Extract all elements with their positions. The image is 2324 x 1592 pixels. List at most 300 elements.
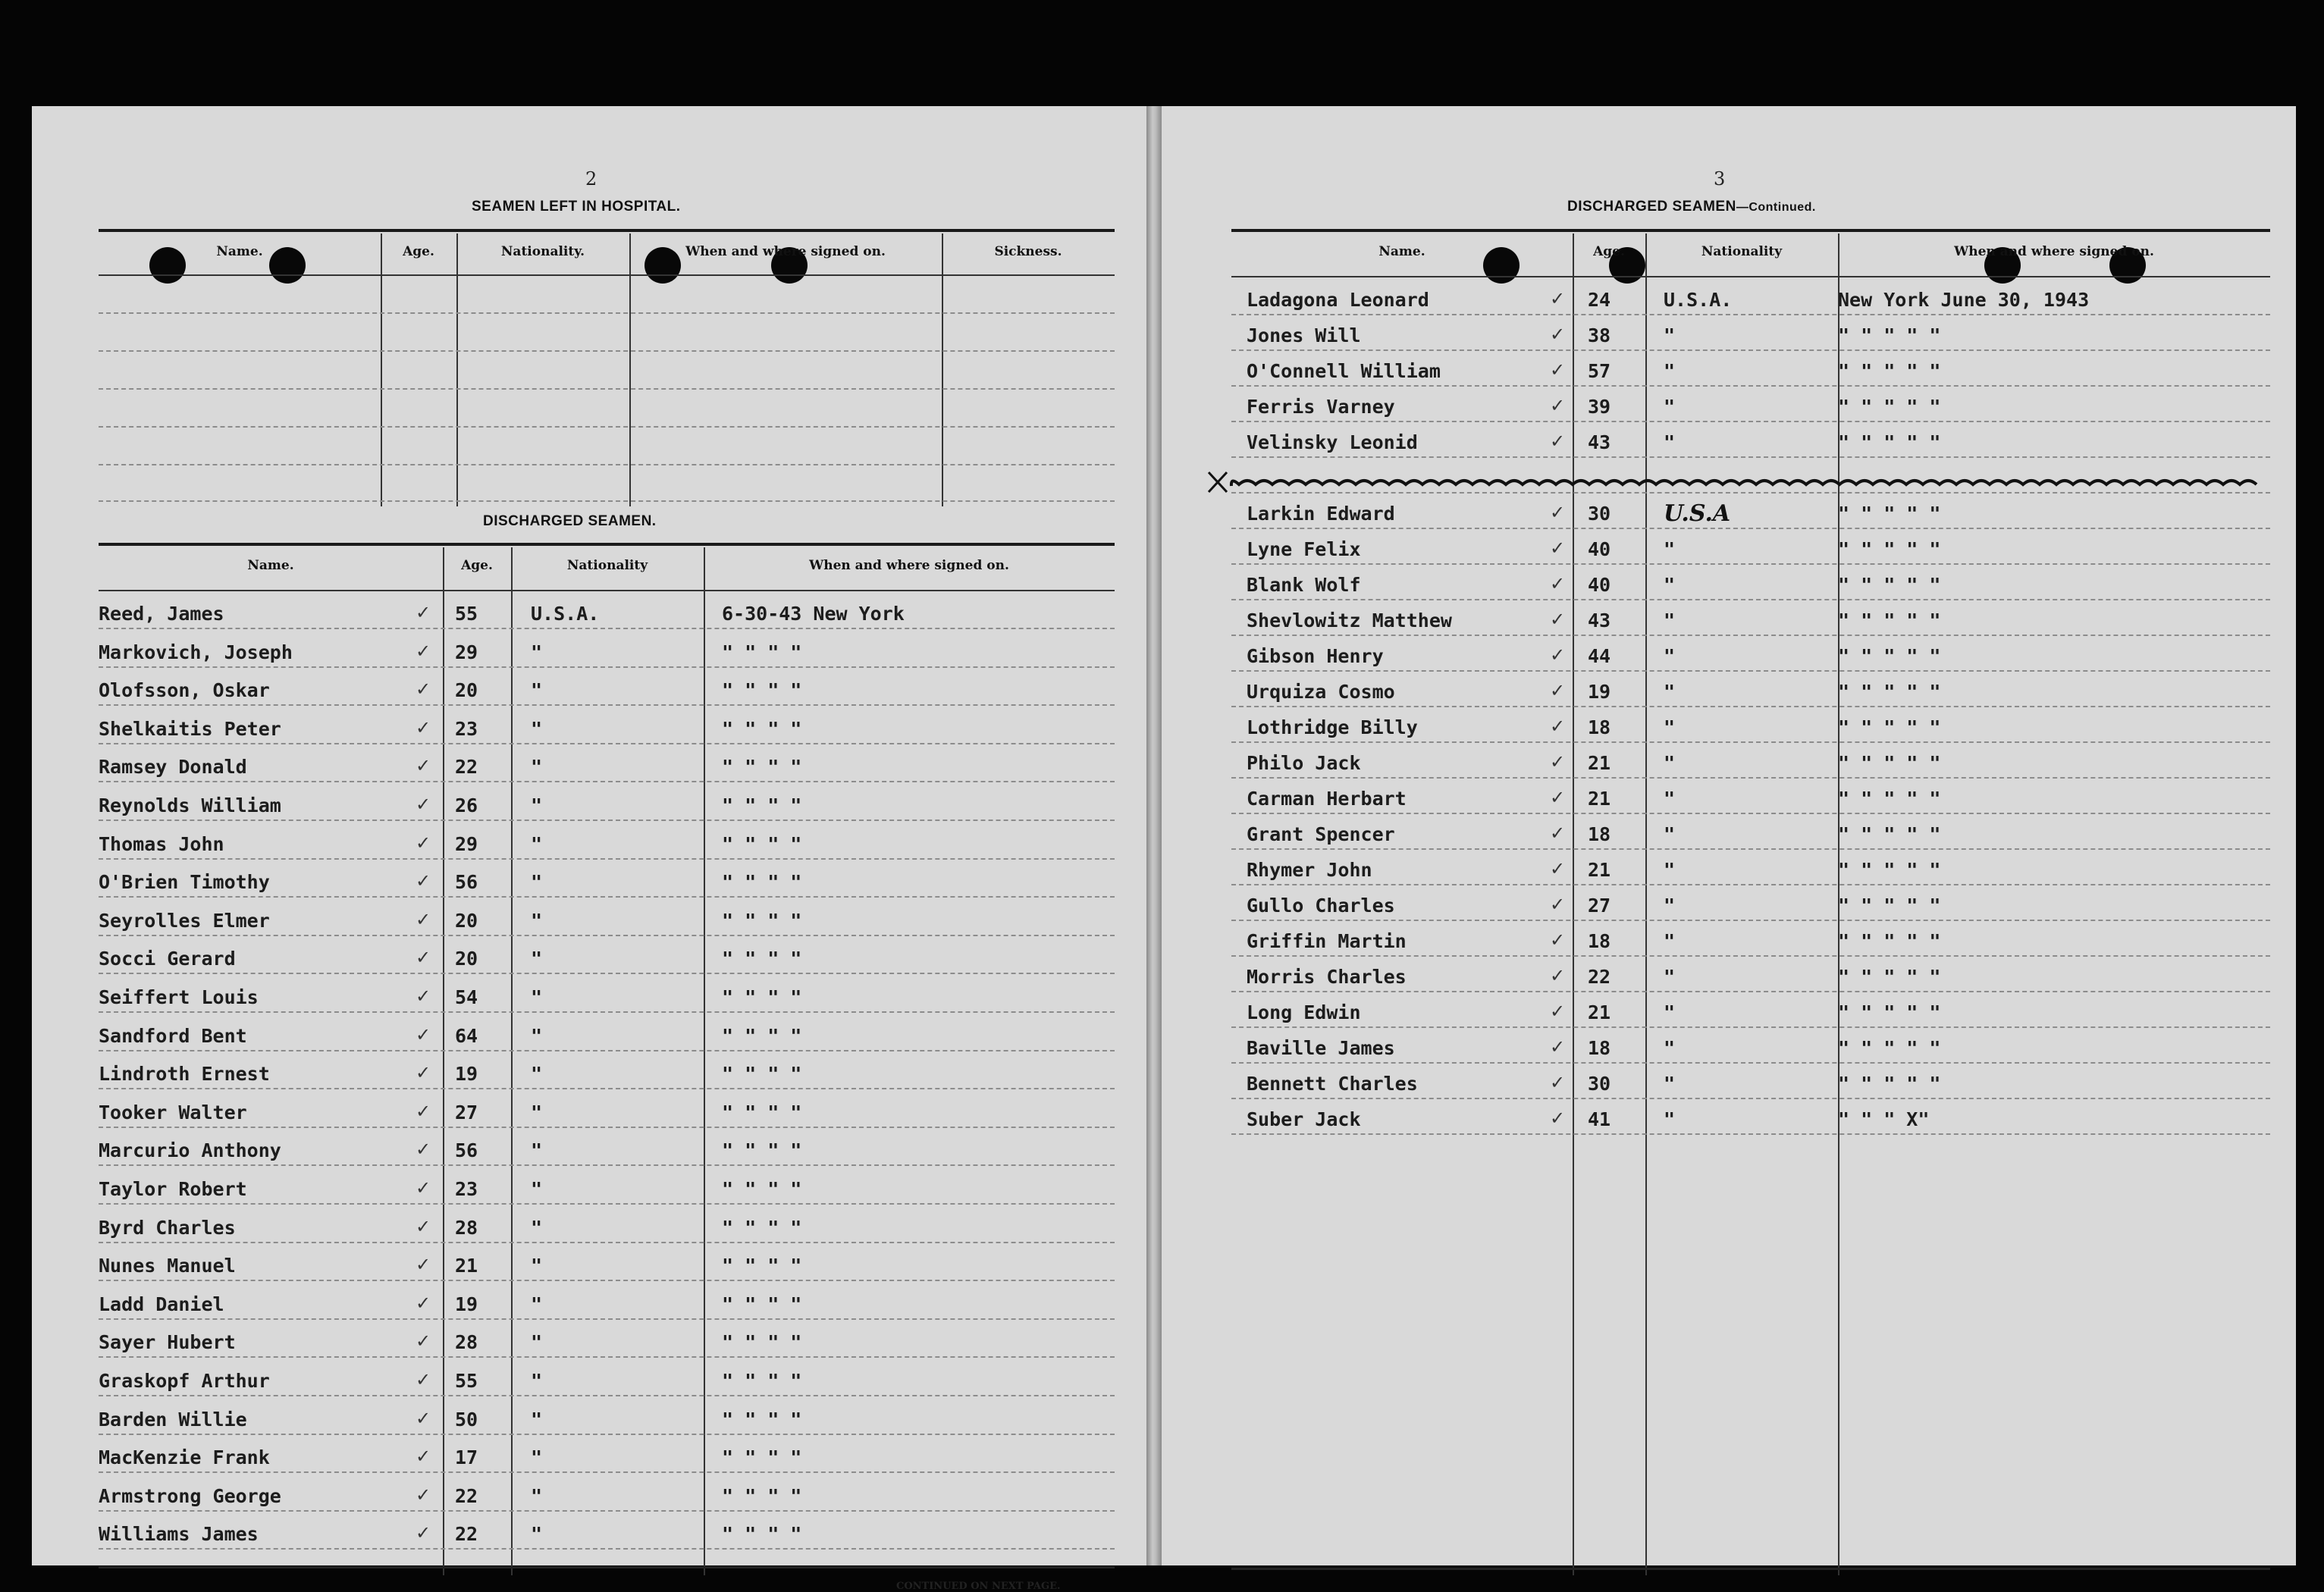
table-row bbox=[1231, 290, 2270, 325]
title-suffix: —Continued. bbox=[1736, 201, 1816, 214]
table-row bbox=[99, 795, 1115, 834]
hospital-header-signed-on: When and where signed on. bbox=[685, 244, 886, 259]
check-mark: ✓ bbox=[1550, 431, 1566, 452]
seaman-name: Long Edwin bbox=[1247, 1001, 1361, 1023]
seaman-name: Gibson Henry bbox=[1247, 645, 1384, 667]
seaman-age: 29 bbox=[455, 832, 478, 855]
seaman-name: Sayer Hubert bbox=[99, 1331, 236, 1354]
signed-on: New York June 30, 1943 bbox=[1838, 289, 2090, 311]
page-number: 2 bbox=[585, 168, 597, 190]
signed-on: " " " " bbox=[722, 794, 802, 816]
cross-mark bbox=[1209, 472, 1227, 492]
signed-on: " " " " bbox=[722, 756, 802, 779]
seaman-nationality: " bbox=[531, 832, 543, 855]
seaman-age: 19 bbox=[1588, 681, 1611, 703]
seaman-name: Seiffert Louis bbox=[99, 986, 259, 1008]
right-header-nationality: Nationality bbox=[1701, 244, 1783, 259]
right-header-name: Name. bbox=[1378, 244, 1425, 259]
seaman-nationality: " bbox=[1664, 610, 1676, 631]
seaman-name: Marcurio Anthony bbox=[99, 1139, 281, 1162]
check-mark: ✓ bbox=[416, 1369, 431, 1390]
seaman-nationality: U.S.A. bbox=[1664, 289, 1733, 311]
seaman-age: 54 bbox=[455, 986, 478, 1008]
seaman-name: Markovich, Joseph bbox=[99, 641, 293, 663]
table-row bbox=[1231, 432, 2270, 468]
seaman-age: 40 bbox=[1588, 538, 1611, 560]
seaman-name: Blank Wolf bbox=[1247, 574, 1361, 596]
seaman-age: 21 bbox=[1588, 859, 1611, 881]
check-mark: ✓ bbox=[416, 947, 431, 969]
seaman-nationality: " bbox=[1664, 396, 1676, 418]
seaman-name: Reed, James bbox=[99, 603, 224, 625]
seaman-nationality: " bbox=[531, 1446, 543, 1469]
table-row bbox=[99, 910, 1115, 949]
check-mark: ✓ bbox=[416, 716, 431, 738]
table-row bbox=[1231, 682, 2270, 717]
table-row bbox=[99, 1215, 1115, 1256]
table-row bbox=[1231, 967, 2270, 1002]
table-row bbox=[1231, 500, 2270, 539]
seaman-age: 27 bbox=[455, 1101, 478, 1123]
check-mark: ✓ bbox=[1550, 359, 1566, 381]
seaman-name: Bennett Charles bbox=[1247, 1073, 1418, 1095]
table-row bbox=[1231, 753, 2270, 788]
right-header-signed-on: When and where signed on. bbox=[1954, 244, 2154, 259]
check-mark: ✓ bbox=[1550, 502, 1566, 523]
check-mark: ✓ bbox=[1550, 1036, 1566, 1058]
table-row bbox=[99, 1332, 1115, 1371]
check-mark: ✓ bbox=[1550, 894, 1566, 915]
signed-on: " " " " " bbox=[1838, 431, 1941, 453]
discharged-table-left bbox=[99, 543, 1115, 1575]
seaman-name: Larkin Edward bbox=[1247, 503, 1395, 525]
check-mark: ✓ bbox=[416, 1446, 431, 1468]
seaman-name: Ferris Varney bbox=[1247, 396, 1395, 418]
check-mark: ✓ bbox=[416, 1062, 431, 1084]
signed-on: " " " " bbox=[722, 1139, 802, 1162]
signed-on: " " " " bbox=[722, 909, 802, 932]
hospital-header-sickness: Sickness. bbox=[994, 244, 1062, 259]
seaman-age: 22 bbox=[455, 1484, 478, 1507]
seaman-age: 39 bbox=[1588, 396, 1611, 418]
signed-on: " " " " " bbox=[1838, 360, 1941, 382]
seaman-nationality: " bbox=[531, 679, 543, 702]
table-row bbox=[99, 1524, 1115, 1562]
table-row bbox=[1231, 396, 2270, 432]
seaman-nationality: " bbox=[531, 1024, 543, 1047]
left-header-age: Age. bbox=[461, 558, 493, 573]
seaman-nationality: " bbox=[1664, 716, 1676, 738]
table-row bbox=[1231, 539, 2270, 575]
continued-footnote: CONTINUED ON NEXT PAGE. bbox=[896, 1581, 1061, 1592]
seaman-nationality: " bbox=[531, 641, 543, 663]
seaman-name: Nunes Manuel bbox=[99, 1255, 236, 1277]
seaman-age: 55 bbox=[455, 603, 478, 625]
hospital-section-title: SEAMEN LEFT IN HOSPITAL. bbox=[472, 199, 681, 215]
title-main: DISCHARGED SEAMEN bbox=[1567, 199, 1736, 215]
seaman-name: Morris Charles bbox=[1247, 966, 1407, 988]
table-row bbox=[1231, 1109, 2270, 1145]
seaman-nationality: " bbox=[1664, 324, 1676, 346]
table-row bbox=[99, 1371, 1115, 1409]
check-mark: ✓ bbox=[1550, 644, 1566, 666]
right-header-age: Age. bbox=[1593, 244, 1625, 259]
signed-on: " " " " " bbox=[1838, 716, 1941, 738]
table-row bbox=[99, 1023, 1115, 1064]
signed-on: " " " " bbox=[722, 832, 802, 855]
table-row bbox=[99, 1409, 1115, 1448]
seaman-name: Ladd Daniel bbox=[99, 1293, 224, 1315]
seaman-age: 38 bbox=[1588, 324, 1611, 346]
check-mark: ✓ bbox=[416, 602, 431, 623]
check-mark: ✓ bbox=[1550, 1001, 1566, 1022]
check-mark: ✓ bbox=[1550, 288, 1566, 309]
seaman-nationality: " bbox=[531, 756, 543, 779]
table-row bbox=[1231, 610, 2270, 646]
check-mark: ✓ bbox=[416, 908, 431, 930]
seaman-name: Grant Spencer bbox=[1247, 823, 1395, 845]
signed-on: " " " " " bbox=[1838, 538, 1941, 560]
seaman-nationality: " bbox=[1664, 1037, 1676, 1059]
check-mark: ✓ bbox=[416, 1522, 431, 1544]
hospital-table bbox=[99, 229, 1115, 509]
seaman-age: 56 bbox=[455, 1139, 478, 1162]
seaman-name: Byrd Charles bbox=[99, 1216, 236, 1239]
seaman-name: Philo Jack bbox=[1247, 752, 1361, 774]
seaman-age: 20 bbox=[455, 948, 478, 970]
seaman-name: Graskopf Arthur bbox=[99, 1370, 270, 1392]
check-mark: ✓ bbox=[416, 1139, 431, 1161]
signed-on: " " " " bbox=[722, 948, 802, 970]
table-row bbox=[99, 872, 1115, 910]
seaman-age: 43 bbox=[1588, 610, 1611, 631]
seaman-nationality: " bbox=[531, 1408, 543, 1431]
check-mark: ✓ bbox=[416, 1215, 431, 1237]
seaman-age: 56 bbox=[455, 871, 478, 894]
signed-on: " " " X" bbox=[1838, 1108, 1930, 1130]
seaman-nationality: " bbox=[1664, 895, 1676, 917]
table-row bbox=[99, 1255, 1115, 1294]
hospital-header-name: Name. bbox=[216, 244, 263, 259]
signed-on: " " " " " bbox=[1838, 966, 1941, 988]
check-mark: ✓ bbox=[416, 1407, 431, 1429]
signed-on: " " " " bbox=[722, 986, 802, 1008]
signed-on: " " " " " bbox=[1838, 645, 1941, 667]
seaman-name: Carman Herbart bbox=[1247, 788, 1407, 810]
check-mark: ✓ bbox=[416, 640, 431, 662]
check-mark: ✓ bbox=[416, 755, 431, 777]
seaman-age: 41 bbox=[1588, 1108, 1611, 1130]
check-mark: ✓ bbox=[1550, 716, 1566, 737]
signed-on: " " " " bbox=[722, 1101, 802, 1123]
seaman-name: Lyne Felix bbox=[1247, 538, 1361, 560]
check-mark: ✓ bbox=[416, 832, 431, 854]
seaman-age: 21 bbox=[1588, 1001, 1611, 1023]
table-row bbox=[1231, 575, 2270, 610]
seaman-name: Seyrolles Elmer bbox=[99, 909, 270, 932]
signed-on: " " " " bbox=[722, 1178, 802, 1200]
seaman-age: 21 bbox=[1588, 752, 1611, 774]
signed-on: " " " " bbox=[722, 641, 802, 663]
seaman-age: 64 bbox=[455, 1024, 478, 1047]
table-row bbox=[99, 757, 1115, 795]
seaman-name: Urquiza Cosmo bbox=[1247, 681, 1395, 703]
seaman-name: O'Brien Timothy bbox=[99, 871, 270, 894]
seaman-age: 30 bbox=[1588, 503, 1611, 525]
seaman-name: Velinsky Leonid bbox=[1247, 431, 1418, 453]
seaman-nationality: " bbox=[531, 717, 543, 740]
seaman-nationality: " bbox=[531, 909, 543, 932]
strike-path bbox=[1231, 481, 2257, 486]
seaman-age: 19 bbox=[455, 1293, 478, 1315]
page-number: 3 bbox=[1714, 168, 1726, 190]
table-row bbox=[1231, 788, 2270, 824]
check-mark: ✓ bbox=[1550, 573, 1566, 594]
signed-on: " " " " " bbox=[1838, 895, 1941, 917]
signed-on: " " " " bbox=[722, 1484, 802, 1507]
seaman-nationality: " bbox=[531, 1370, 543, 1392]
check-mark: ✓ bbox=[1550, 858, 1566, 879]
seaman-age: 18 bbox=[1588, 930, 1611, 952]
seaman-age: 18 bbox=[1588, 1037, 1611, 1059]
signed-on: " " " " bbox=[722, 1408, 802, 1431]
seaman-nationality: " bbox=[1664, 823, 1676, 845]
table-row bbox=[99, 1102, 1115, 1141]
strikethrough-scribble bbox=[1209, 468, 2278, 498]
seaman-age: 40 bbox=[1588, 574, 1611, 596]
seaman-name: Armstrong George bbox=[99, 1484, 281, 1507]
signed-on: " " " " " bbox=[1838, 823, 1941, 845]
seaman-name: Lindroth Ernest bbox=[99, 1063, 270, 1086]
signed-on: " " " " bbox=[722, 717, 802, 740]
check-mark: ✓ bbox=[1550, 1072, 1566, 1093]
signed-on: " " " " bbox=[722, 679, 802, 702]
table-row bbox=[1231, 860, 2270, 895]
seaman-nationality: " bbox=[1664, 1073, 1676, 1095]
check-mark: ✓ bbox=[416, 794, 431, 815]
seaman-age: 29 bbox=[455, 641, 478, 663]
seaman-age: 19 bbox=[455, 1063, 478, 1086]
seaman-name: O'Connell William bbox=[1247, 360, 1441, 382]
discharged-continued-title bbox=[1567, 199, 1816, 215]
seaman-name: Ladagona Leonard bbox=[1247, 289, 1429, 311]
signed-on: " " " " " bbox=[1838, 324, 1941, 346]
seaman-nationality: U.S.A. bbox=[531, 603, 600, 625]
left-header-name: Name. bbox=[247, 558, 294, 573]
seaman-name: Baville James bbox=[1247, 1037, 1395, 1059]
seaman-age: 22 bbox=[1588, 966, 1611, 988]
seaman-name: Jones Will bbox=[1247, 324, 1361, 346]
check-mark: ✓ bbox=[416, 1330, 431, 1352]
seaman-age: 43 bbox=[1588, 431, 1611, 453]
seaman-name: Sandford Bent bbox=[99, 1024, 247, 1047]
signed-on: " " " " bbox=[722, 1063, 802, 1086]
seaman-age: 22 bbox=[455, 1523, 478, 1546]
seaman-age: 20 bbox=[455, 679, 478, 702]
seaman-age: 18 bbox=[1588, 716, 1611, 738]
signed-on: " " " " " bbox=[1838, 1001, 1941, 1023]
check-mark: ✓ bbox=[416, 678, 431, 700]
check-mark: ✓ bbox=[1550, 751, 1566, 772]
signed-on: " " " " bbox=[722, 1024, 802, 1047]
table-row bbox=[99, 1294, 1115, 1333]
seaman-age: 28 bbox=[455, 1216, 478, 1239]
table-row bbox=[1231, 824, 2270, 860]
check-mark: ✓ bbox=[1550, 823, 1566, 844]
seaman-nationality: " bbox=[1664, 930, 1676, 952]
seaman-nationality: " bbox=[1664, 966, 1676, 988]
hospital-header-age: Age. bbox=[403, 244, 434, 259]
table-row bbox=[99, 1447, 1115, 1486]
seaman-name: Williams James bbox=[99, 1523, 259, 1546]
signed-on: " " " " bbox=[722, 1216, 802, 1239]
seaman-name: Lothridge Billy bbox=[1247, 716, 1418, 738]
check-mark: ✓ bbox=[416, 986, 431, 1007]
handwritten-nationality: U.S.A bbox=[1664, 500, 1731, 527]
table-row bbox=[1231, 325, 2270, 361]
seaman-age: 23 bbox=[455, 717, 478, 740]
signed-on: " " " " bbox=[722, 1523, 802, 1546]
check-mark: ✓ bbox=[1550, 787, 1566, 808]
seaman-nationality: " bbox=[1664, 1108, 1676, 1130]
seaman-nationality: " bbox=[1664, 360, 1676, 382]
signed-on: " " " " bbox=[722, 1255, 802, 1277]
signed-on: " " " " " bbox=[1838, 859, 1941, 881]
table-row bbox=[1231, 1073, 2270, 1109]
left-header-signed-on: When and where signed on. bbox=[809, 558, 1009, 573]
check-mark: ✓ bbox=[1550, 1108, 1566, 1129]
seaman-name: Rhymer John bbox=[1247, 859, 1372, 881]
discharged-section-title: DISCHARGED SEAMEN. bbox=[483, 513, 657, 529]
table-row bbox=[1231, 1038, 2270, 1073]
signed-on: " " " " " bbox=[1838, 930, 1941, 952]
seaman-age: 27 bbox=[1588, 895, 1611, 917]
seaman-nationality: " bbox=[531, 794, 543, 816]
seaman-name: Taylor Robert bbox=[99, 1178, 247, 1200]
table-row bbox=[99, 987, 1115, 1026]
seaman-age: 22 bbox=[455, 756, 478, 779]
check-mark: ✓ bbox=[1550, 680, 1566, 701]
seaman-name: Suber Jack bbox=[1247, 1108, 1361, 1130]
signed-on: " " " " " bbox=[1838, 1037, 1941, 1059]
table-row bbox=[1231, 646, 2270, 682]
check-mark: ✓ bbox=[1550, 965, 1566, 986]
page-fold bbox=[1146, 106, 1162, 1565]
seaman-nationality: " bbox=[1664, 431, 1676, 453]
signed-on: " " " " " bbox=[1838, 681, 1941, 703]
table-row bbox=[1231, 468, 2270, 503]
table-row bbox=[99, 834, 1115, 873]
seaman-nationality: " bbox=[531, 1216, 543, 1239]
seaman-age: 24 bbox=[1588, 289, 1611, 311]
seaman-nationality: " bbox=[1664, 681, 1676, 703]
hospital-header-nationality: Nationality. bbox=[500, 244, 585, 259]
check-mark: ✓ bbox=[416, 1254, 431, 1276]
seaman-nationality: " bbox=[531, 1178, 543, 1200]
seaman-name: MacKenzie Frank bbox=[99, 1446, 270, 1469]
signed-on: " " " " bbox=[722, 1370, 802, 1392]
table-row bbox=[99, 642, 1115, 681]
seaman-age: 17 bbox=[455, 1446, 478, 1469]
table-row bbox=[1231, 1002, 2270, 1038]
check-mark: ✓ bbox=[416, 1023, 431, 1045]
seaman-name: Ramsey Donald bbox=[99, 756, 247, 779]
seaman-name: Thomas John bbox=[99, 832, 224, 855]
seaman-nationality: " bbox=[531, 1331, 543, 1354]
check-mark: ✓ bbox=[1550, 537, 1566, 559]
signed-on: " " " " bbox=[722, 1293, 802, 1315]
seaman-nationality: " bbox=[531, 1523, 543, 1546]
seaman-nationality: " bbox=[1664, 574, 1676, 596]
seaman-nationality: " bbox=[531, 948, 543, 970]
signed-on: " " " " " bbox=[1838, 1073, 1941, 1095]
seaman-nationality: " bbox=[531, 1101, 543, 1123]
check-mark: ✓ bbox=[416, 1100, 431, 1122]
seaman-nationality: " bbox=[531, 1255, 543, 1277]
signed-on: " " " " " bbox=[1838, 788, 1941, 810]
seaman-nationality: " bbox=[531, 1139, 543, 1162]
seaman-age: 26 bbox=[455, 794, 478, 816]
table-row bbox=[99, 716, 1115, 757]
seaman-nationality: " bbox=[531, 1484, 543, 1507]
check-mark: ✓ bbox=[1550, 609, 1566, 630]
seaman-nationality: " bbox=[531, 871, 543, 894]
seaman-name: Socci Gerard bbox=[99, 948, 236, 970]
table-row bbox=[99, 948, 1115, 987]
signed-on: " " " " " bbox=[1838, 503, 1941, 525]
check-mark: ✓ bbox=[1550, 929, 1566, 951]
seaman-age: 23 bbox=[455, 1178, 478, 1200]
seaman-nationality: " bbox=[531, 986, 543, 1008]
left-header-nationality: Nationality bbox=[566, 558, 648, 573]
table-row bbox=[1231, 361, 2270, 396]
check-mark: ✓ bbox=[1550, 395, 1566, 416]
seaman-nationality: " bbox=[1664, 1001, 1676, 1023]
seaman-age: 50 bbox=[455, 1408, 478, 1431]
seaman-name: Reynolds William bbox=[99, 794, 281, 816]
check-mark: ✓ bbox=[416, 870, 431, 892]
check-mark: ✓ bbox=[1550, 324, 1566, 345]
seaman-name: Shelkaitis Peter bbox=[99, 717, 281, 740]
seaman-age: 44 bbox=[1588, 645, 1611, 667]
seaman-name: Gullo Charles bbox=[1247, 895, 1395, 917]
seaman-nationality: " bbox=[1664, 788, 1676, 810]
table-row bbox=[99, 680, 1115, 719]
seaman-age: 21 bbox=[1588, 788, 1611, 810]
signed-on: " " " " " bbox=[1838, 396, 1941, 418]
seaman-nationality: " bbox=[531, 1063, 543, 1086]
signed-on: " " " " " bbox=[1838, 610, 1941, 631]
seaman-age: 20 bbox=[455, 909, 478, 932]
table-row bbox=[99, 603, 1115, 642]
signed-on: " " " " " bbox=[1838, 574, 1941, 596]
seaman-nationality: " bbox=[531, 1293, 543, 1315]
signed-on: " " " " bbox=[722, 1331, 802, 1354]
signed-on: " " " " bbox=[722, 871, 802, 894]
seaman-name: Griffin Martin bbox=[1247, 930, 1407, 952]
seaman-name: Shevlowitz Matthew bbox=[1247, 610, 1452, 631]
seaman-age: 28 bbox=[455, 1331, 478, 1354]
table-row bbox=[1231, 931, 2270, 967]
seaman-age: 21 bbox=[455, 1255, 478, 1277]
seaman-name: Barden Willie bbox=[99, 1408, 247, 1431]
discharged-table-right bbox=[1231, 229, 2270, 1575]
left-page bbox=[32, 106, 1146, 1592]
seaman-nationality: " bbox=[1664, 752, 1676, 774]
signed-on: " " " " " bbox=[1838, 752, 1941, 774]
check-mark: ✓ bbox=[416, 1292, 431, 1314]
seaman-nationality: " bbox=[1664, 859, 1676, 881]
